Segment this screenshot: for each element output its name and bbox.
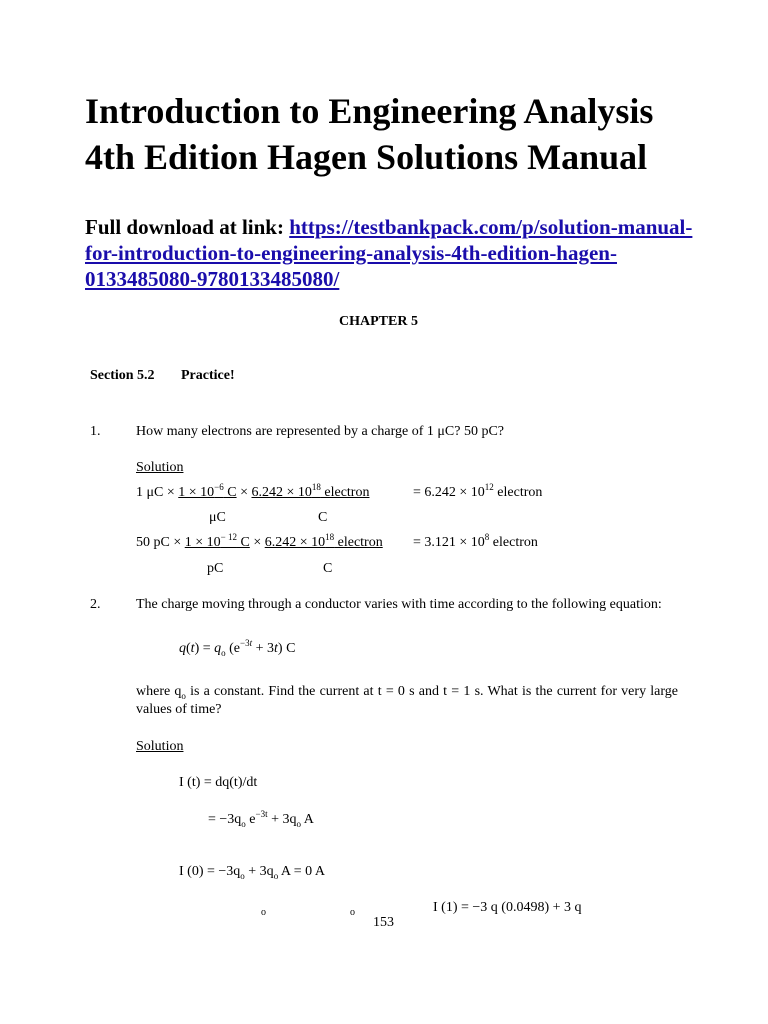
- problem-1-question: How many electrons are represented by a charge of 1 μC? 50 pC?: [136, 424, 504, 439]
- problem-2-solution-line-1: I (t) = dq(t)/dt: [179, 775, 258, 790]
- section-title: Practice!: [181, 368, 235, 383]
- problem-1-denominator-2b: C: [323, 561, 333, 576]
- problem-2-solution-line-4: I (1) = −3 q (0.0498) + 3 q: [433, 900, 582, 915]
- problem-1-equation-2: 50 pC × $1 \times 10^{- 12}$ $C \times 6.242 \times 10^{18}$ electron: [136, 532, 383, 550]
- problem-1-number: 1.: [90, 424, 101, 439]
- problem-1-solution-label: Solution: [136, 460, 184, 475]
- download-prefix: Full download at link:: [85, 215, 290, 239]
- problem-1-denominator-2a: pC: [207, 561, 224, 576]
- problem-2-question: The charge moving through a conductor varies with time according to the following equation:: [136, 597, 662, 612]
- page-number: 153: [373, 915, 394, 930]
- problem-2-number: 2.: [90, 597, 101, 612]
- document-title: [85, 88, 725, 180]
- problem-1-equation-1: 1 $\mu C \times 1 \times 10^{-6}$ $C \times 6.242 \times 10^{18}$ electron: [136, 482, 370, 500]
- problem-1-denominator-1b: C: [318, 510, 328, 525]
- title-line-1: Introduction to Engineering Analysis: [85, 91, 654, 131]
- problem-1-result-2: = $3.121 \times 10^8$ electron: [413, 532, 538, 550]
- problem-2-where-text: where $q_o$ is a constant. Find the current at t = 0 s and t = 1 s. What is the current for very large values of time?: [136, 684, 678, 717]
- download-link[interactable]: https://testbankpack.com/p/solution-manual- for-introduction-to-engineering-analysis-4th-edition-hagen- 0133485080-9780133485080/: [85, 215, 693, 291]
- stray-subscript-2: o: [350, 907, 355, 918]
- problem-2-solution-line-2: = $-3q_o$ $e^{-3t} + 3q_o$ A: [208, 809, 314, 829]
- problem-2-equation: $q(t) = q_o$ $(e^{-3t} + 3t)$ C: [179, 638, 296, 658]
- problem-1-denominator-1a: μC: [209, 510, 226, 525]
- problem-1-result-1: = $6.242 \times 10^{12}$ electron: [413, 482, 543, 500]
- download-line: [85, 214, 695, 292]
- section-label: Section 5.2: [90, 368, 155, 383]
- problem-2-solution-line-3: I $(0) = -3q_o + 3q_o$ A = 0 A: [179, 864, 325, 881]
- chapter-heading: CHAPTER 5: [339, 314, 418, 329]
- stray-subscript-1: o: [261, 907, 266, 918]
- title-line-2: 4th Edition Hagen Solutions Manual: [85, 137, 648, 177]
- problem-2-solution-label: Solution: [136, 739, 184, 754]
